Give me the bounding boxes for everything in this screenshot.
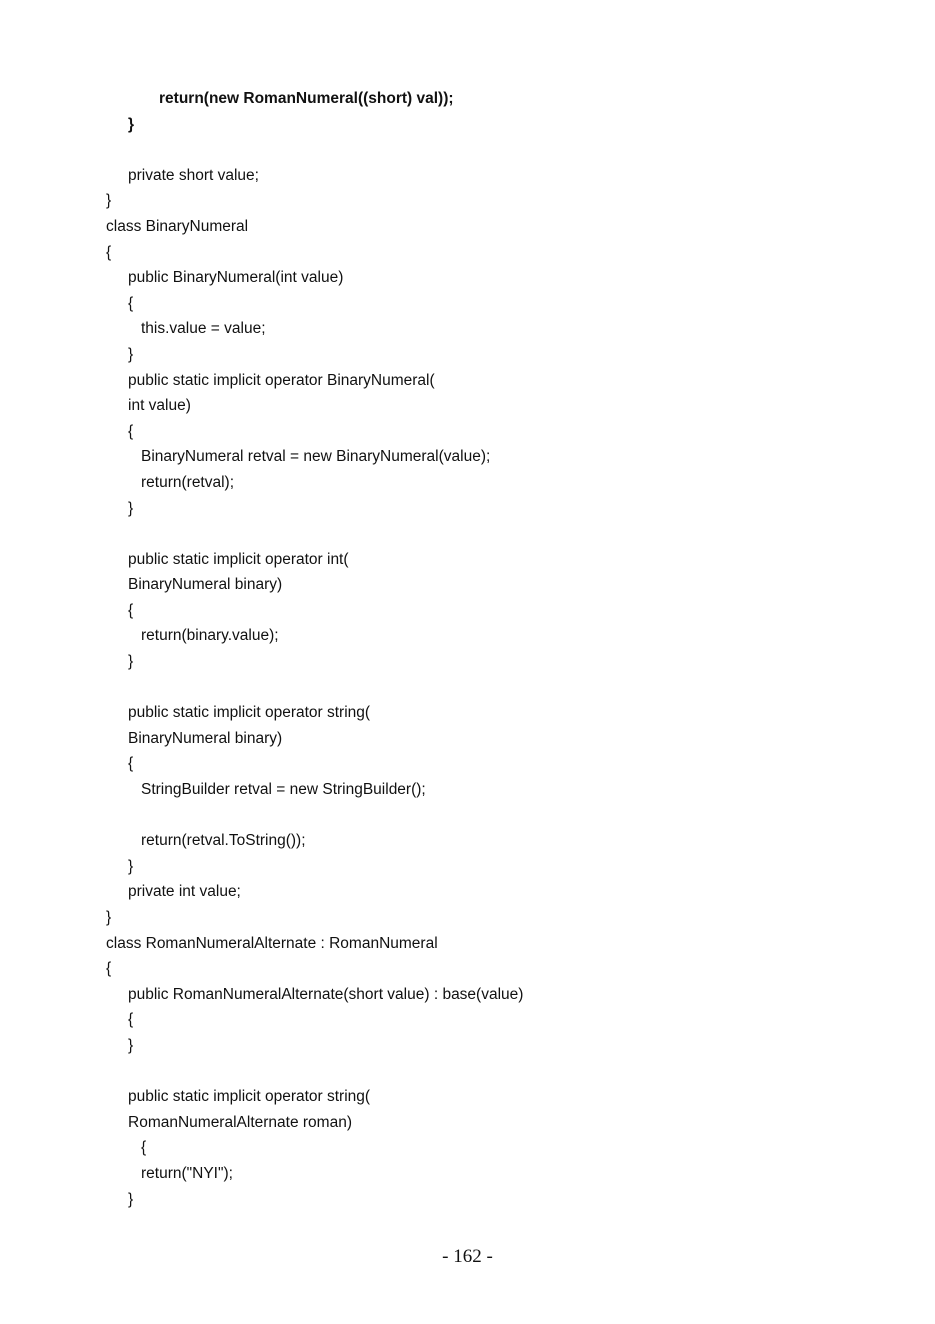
- code-line: }: [128, 1036, 134, 1054]
- code-line: BinaryNumeral binary): [128, 576, 283, 594]
- code-line: {: [106, 243, 112, 261]
- blank-line: [0, 1059, 935, 1085]
- code-line: }: [128, 653, 134, 671]
- code-line: RomanNumeralAlternate roman): [128, 1113, 352, 1131]
- code-line: {: [141, 1139, 147, 1157]
- code-line: }: [128, 499, 134, 517]
- page-number: - 162 -: [442, 1246, 493, 1267]
- code-line: public static implicit operator string(: [128, 1088, 371, 1106]
- code-line: public BinaryNumeral(int value): [128, 269, 344, 287]
- code-line: return(binary.value);: [141, 627, 279, 645]
- code-listing: [0, 86, 935, 1212]
- code-line: public static implicit operator string(: [128, 704, 371, 722]
- code-line: }: [106, 192, 112, 210]
- code-line: this.value = value;: [141, 320, 266, 338]
- code-line: public RomanNumeralAlternate(short value) : base(value): [128, 985, 524, 1003]
- code-line: private short value;: [128, 166, 259, 184]
- blank-line: [0, 521, 935, 547]
- code-line: public static implicit operator int(: [128, 550, 349, 568]
- code-line: {: [128, 422, 134, 440]
- code-line: }: [128, 115, 135, 133]
- code-line: }: [128, 345, 134, 363]
- code-line: {: [128, 601, 134, 619]
- code-line: return(retval.ToString());: [141, 832, 306, 850]
- code-line: public static implicit operator BinaryNumeral(: [128, 371, 435, 389]
- blank-line: [0, 137, 935, 163]
- code-line: }: [128, 857, 134, 875]
- code-line: return("NYI");: [141, 1164, 233, 1182]
- code-line: {: [128, 294, 134, 312]
- blank-line: [0, 803, 935, 829]
- code-line: return(new RomanNumeral((short) val));: [159, 90, 454, 107]
- code-line: {: [128, 755, 134, 773]
- code-line: {: [106, 960, 112, 978]
- code-line: BinaryNumeral retval = new BinaryNumeral(value);: [141, 448, 491, 466]
- code-line: BinaryNumeral binary): [128, 729, 283, 747]
- code-line: StringBuilder retval = new StringBuilder();: [141, 781, 426, 799]
- code-line: class BinaryNumeral: [106, 217, 249, 235]
- blank-line: [0, 675, 935, 701]
- code-line: int value): [128, 397, 191, 415]
- code-line: class RomanNumeralAlternate : RomanNumeral: [106, 934, 438, 952]
- code-line: }: [128, 1190, 134, 1208]
- code-line: return(retval);: [141, 473, 235, 491]
- code-line: }: [106, 909, 112, 926]
- code-line: private int value;: [128, 883, 241, 901]
- code-line: {: [128, 1011, 134, 1029]
